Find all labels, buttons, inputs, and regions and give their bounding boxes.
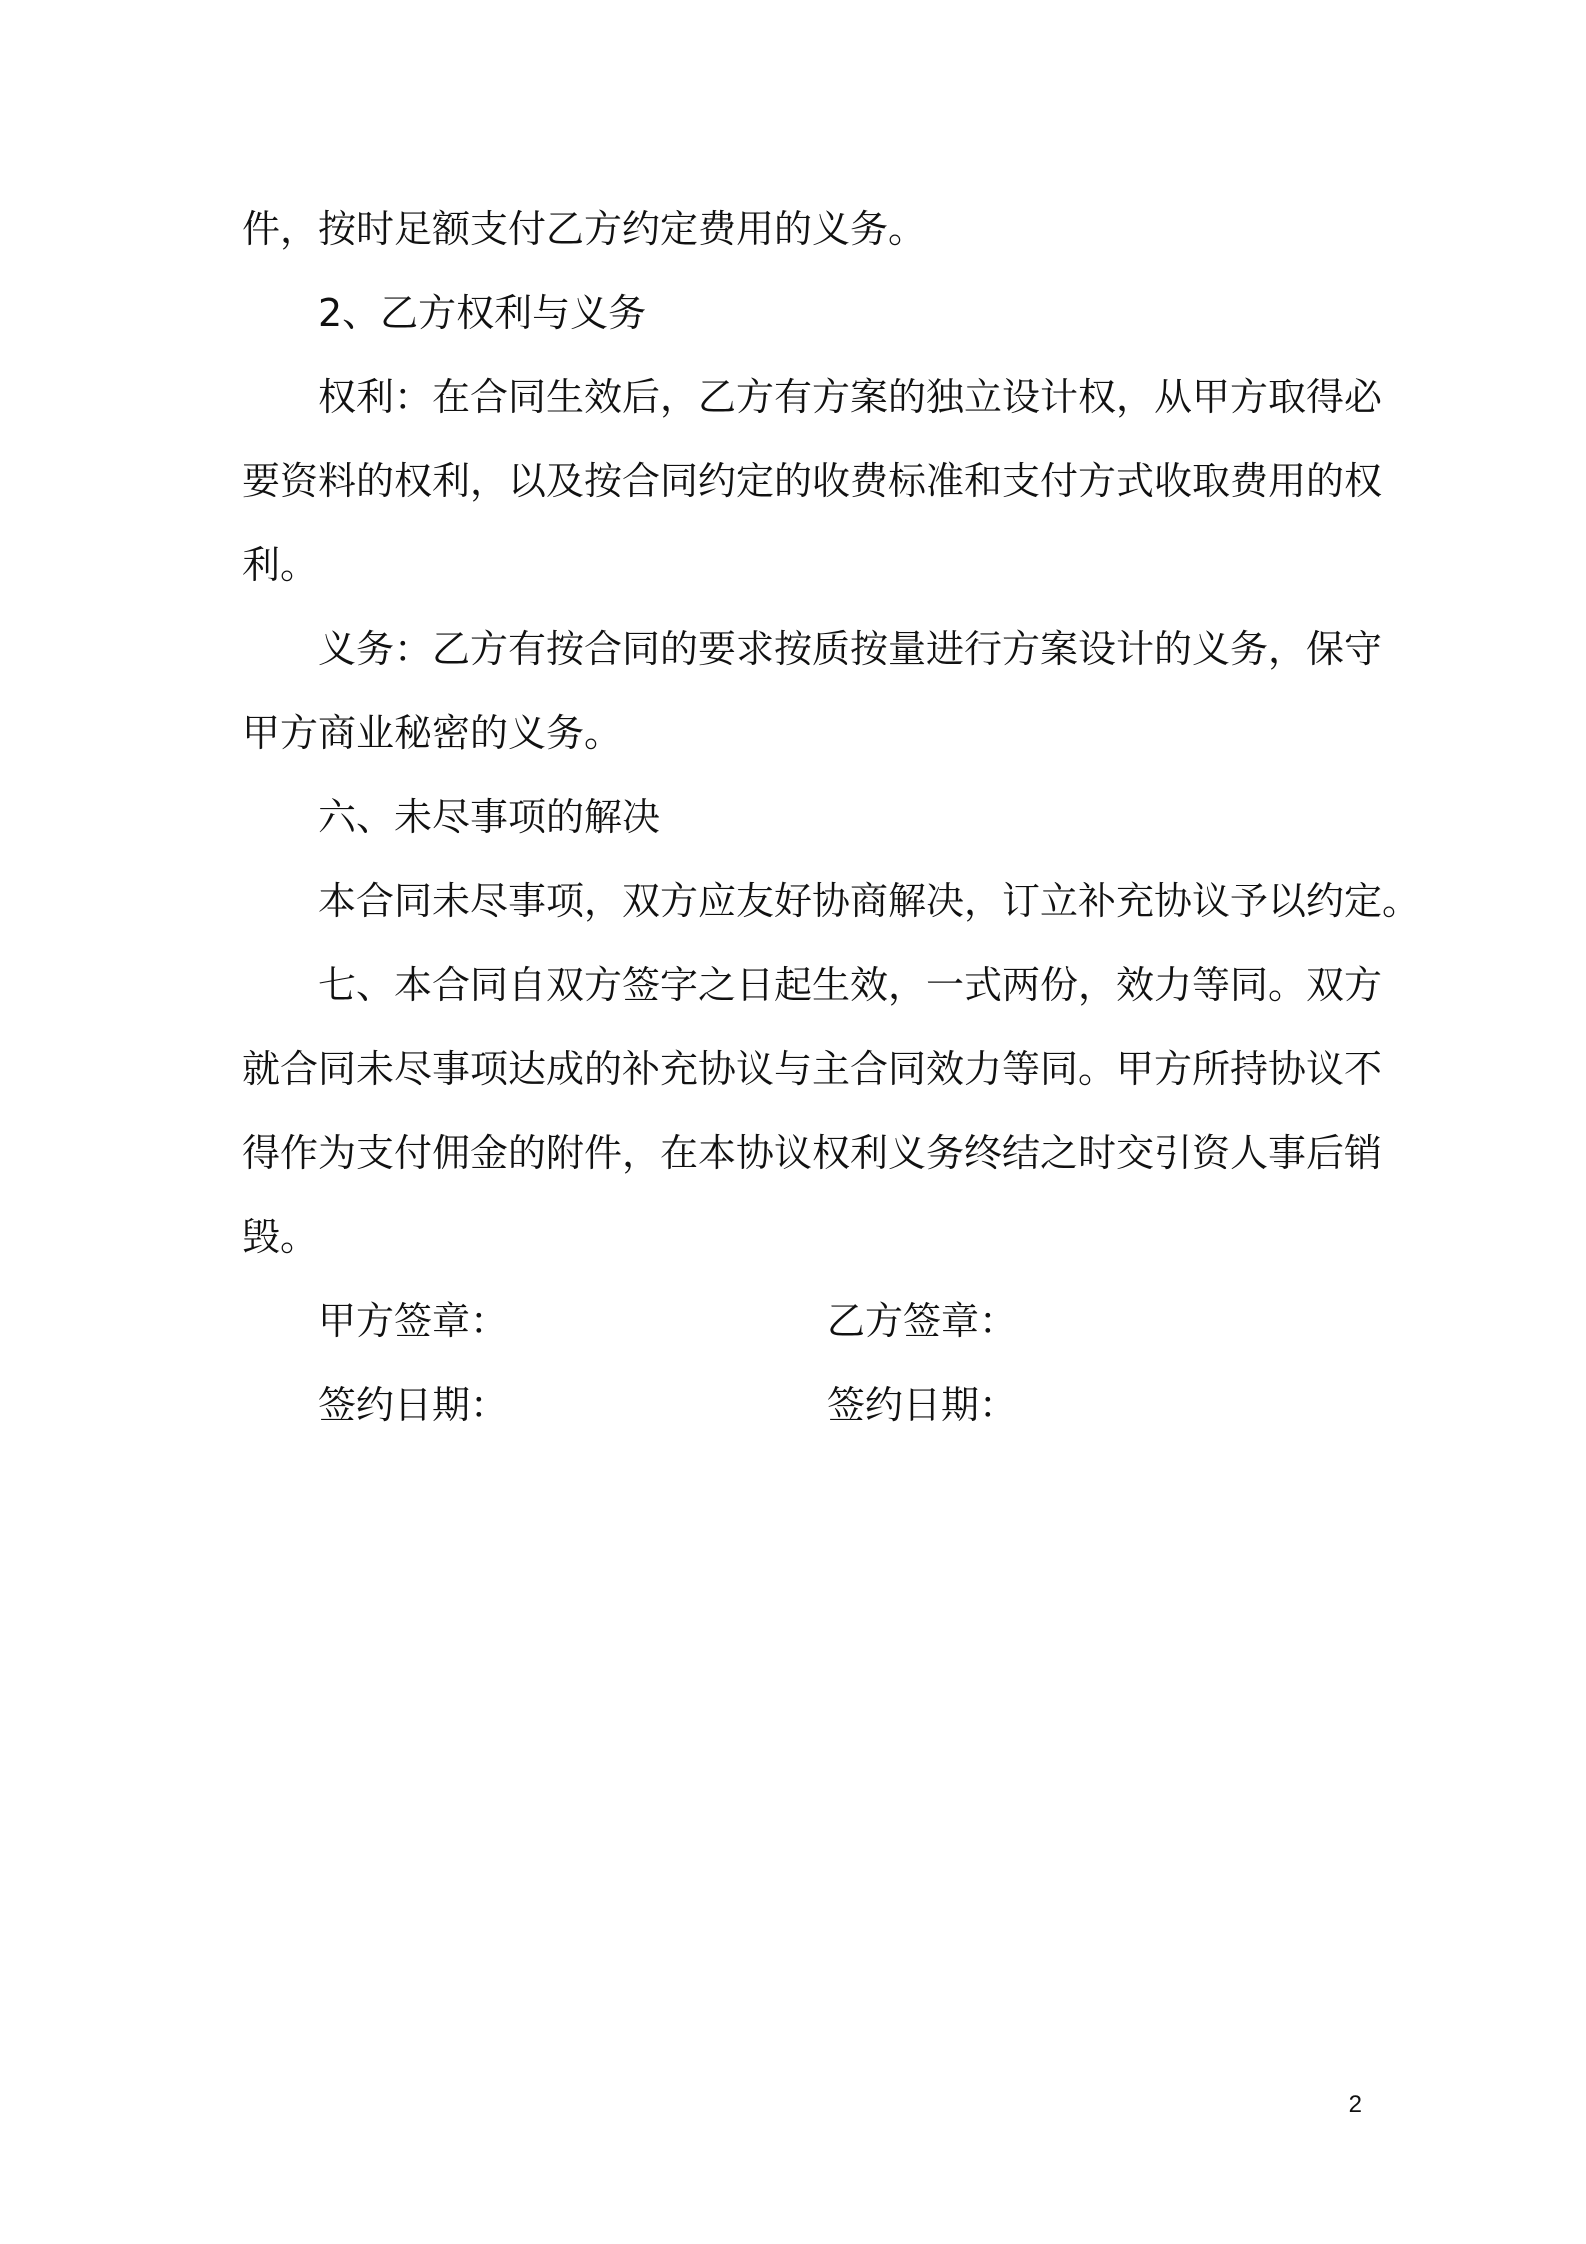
party-b-seal-label: 乙方签章： <box>827 1299 1018 1343</box>
paragraph-line: 件，按时足额支付乙方约定费用的义务。 <box>242 207 927 251</box>
paragraph-line: 就合同未尽事项达成的补充协议与主合同效力等同。甲方所持协议不 <box>242 1047 1383 1091</box>
party-a-date-label: 签约日期： <box>318 1383 509 1427</box>
paragraph-line: 毁。 <box>242 1215 319 1259</box>
section-heading-unresolved-matters: 六、未尽事项的解决 <box>318 795 661 839</box>
party-b-date-label: 签约日期： <box>827 1383 1018 1427</box>
paragraph-line: 要资料的权利，以及按合同约定的收费标准和支付方式收取费用的权 <box>242 459 1383 503</box>
page-number: 2 <box>1348 2091 1362 2118</box>
paragraph-line: 利。 <box>242 543 319 587</box>
paragraph-line: 本合同未尽事项，双方应友好协商解决，订立补充协议予以约定。 <box>318 879 1421 923</box>
paragraph-line: 义务：乙方有按合同的要求按质按量进行方案设计的义务，保守 <box>318 627 1383 671</box>
paragraph-line: 权利：在合同生效后，乙方有方案的独立设计权，从甲方取得必 <box>318 375 1383 419</box>
section-heading-effective-date: 七、本合同自双方签字之日起生效，一式两份，效力等同。双方 <box>318 963 1383 1007</box>
paragraph-line: 甲方商业秘密的义务。 <box>242 711 623 755</box>
party-a-seal-label: 甲方签章： <box>318 1299 509 1343</box>
paragraph-line: 得作为支付佣金的附件，在本协议权利义务终结之时交引资人事后销 <box>242 1131 1383 1175</box>
section-heading-party-b-rights: 2、乙方权利与义务 <box>318 291 647 335</box>
